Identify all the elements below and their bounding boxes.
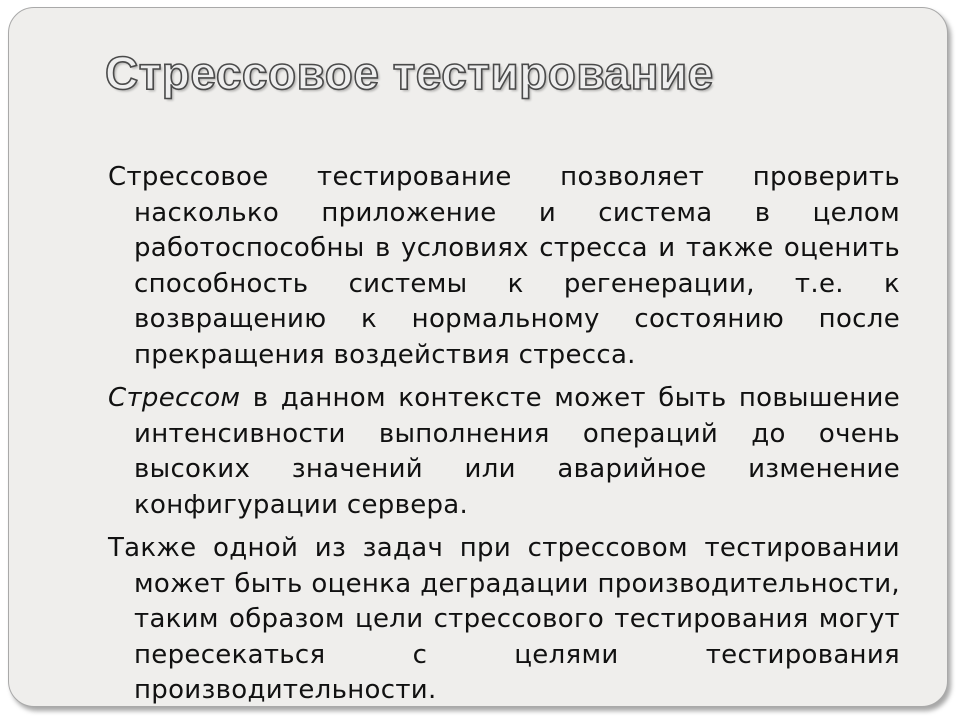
- paragraph-2-emphasis: Стрессом: [108, 383, 241, 413]
- paragraph-3: [108, 531, 900, 709]
- paragraph-2-text: в данном контексте может быть повышение интенсивности выполнения операций до очень высоких значений или аварийное изменение конфигурации сервера.: [134, 383, 900, 520]
- paragraph-1: [108, 160, 900, 373]
- slide-body: [108, 160, 900, 717]
- paragraph-1-text: Стрессовое тестирование позволяет проверить насколько приложение и система в целом работоспособны в условиях стресса и также оценить способность системы к регенерации, т.е. к возвращению к нормальному состоянию после прекращения воздействия стресса.: [108, 162, 900, 370]
- paragraph-2: [108, 381, 900, 523]
- paragraph-3-text: Также одной из задач при стрессовом тестировании может быть оценка деградации производительности, таким образом цели стрессового тестирования могут пересекаться с целями тестирования производительности.: [108, 533, 900, 705]
- slide-title: Стрессовое тестирование: [105, 47, 714, 99]
